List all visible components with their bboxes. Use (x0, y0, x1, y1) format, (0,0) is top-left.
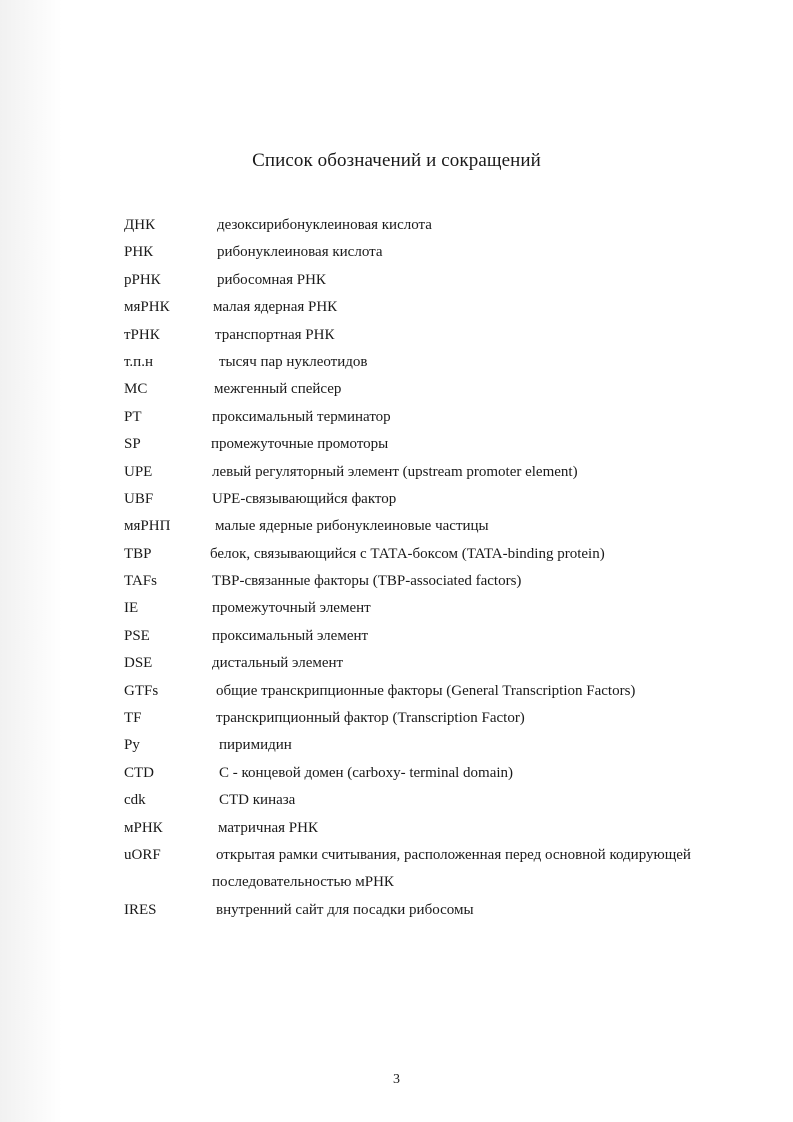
abbreviation-term: РНК (124, 244, 154, 261)
list-item (0, 760, 793, 787)
list-item (0, 650, 793, 677)
abbreviation-definition: рибосомная РНК (217, 271, 326, 288)
list-item (0, 486, 793, 513)
abbreviation-definition: открытая рамки считывания, расположенная перед основной кодирующей последовательностью мРНК (212, 846, 691, 891)
list-item (0, 842, 793, 897)
abbreviation-term: TBP (124, 545, 152, 562)
abbreviation-definition: белок, связывающийся с ТАТА-боксом (TATA-binding protein) (210, 545, 605, 562)
abbreviation-definition: пиримидин (219, 737, 292, 754)
list-item (0, 349, 793, 376)
abbreviation-definition: малая ядерная РНК (213, 299, 338, 316)
list-item (0, 267, 793, 294)
abbreviation-definition: рибонуклеиновая кислота (217, 244, 383, 261)
list-item (0, 513, 793, 540)
abbreviation-definition: CTD киназа (219, 792, 296, 809)
abbreviation-definition: левый регуляторный элемент (upstream promoter element) (212, 463, 578, 480)
abbreviation-definition: тысяч пар нуклеотидов (219, 353, 368, 370)
list-item (0, 595, 793, 622)
abbreviation-term: т.п.н (124, 353, 153, 370)
list-item (0, 376, 793, 403)
abbreviation-definition: промежуточный элемент (212, 600, 371, 617)
abbreviation-definition: транспортная РНК (215, 326, 335, 343)
list-item (0, 732, 793, 759)
abbreviation-term: мяРНК (124, 299, 170, 316)
abbreviation-term: PSE (124, 627, 150, 644)
abbreviation-term: GTFs (124, 682, 159, 699)
abbreviation-term: CTD (124, 764, 154, 781)
abbreviation-term: SP (124, 436, 141, 453)
list-item (0, 431, 793, 458)
abbreviation-definition: внутренний сайт для посадки рибосомы (216, 901, 474, 918)
abbreviation-definition: дистальный элемент (212, 655, 344, 672)
list-item (0, 294, 793, 321)
abbreviation-definition: С - концевой домен (carboxy- terminal domain) (219, 764, 514, 781)
abbreviation-list (0, 212, 793, 924)
list-item (0, 322, 793, 349)
list-item (0, 541, 793, 568)
abbreviation-definition: общие транскрипционные факторы (General Transcription Factors) (216, 682, 636, 699)
list-item (0, 815, 793, 842)
list-item (0, 404, 793, 431)
abbreviation-term: cdk (124, 792, 146, 809)
abbreviation-term: TAFs (124, 573, 157, 590)
abbreviation-definition: межгенный спейсер (214, 381, 342, 398)
page-title: Список обозначений и сокращений (252, 150, 541, 171)
list-item (0, 705, 793, 732)
abbreviation-definition: матричная РНК (218, 819, 318, 836)
abbreviation-term: DSE (124, 655, 153, 672)
abbreviation-term: МС (124, 381, 148, 398)
abbreviation-term: uORF (124, 846, 161, 863)
abbreviation-definition: ТВР-связанные факторы (TBP-associated factors) (212, 573, 522, 590)
list-item (0, 787, 793, 814)
abbreviation-definition: промежуточные промоторы (211, 436, 389, 453)
abbreviation-term: тРНК (124, 326, 160, 343)
abbreviation-definition: проксимальный терминатор (212, 408, 391, 425)
abbreviation-term: рРНК (124, 271, 161, 288)
abbreviation-term: IRES (124, 901, 157, 918)
page-number: 3 (393, 1072, 400, 1087)
abbreviation-definition: UPE-связывающийся фактор (212, 490, 397, 507)
list-item (0, 459, 793, 486)
abbreviation-term: мяРНП (124, 518, 171, 535)
list-item (0, 897, 793, 924)
abbreviation-definition: дезоксирибонуклеиновая кислота (217, 217, 432, 233)
abbreviation-term: UPE (124, 463, 153, 480)
abbreviation-term: TF (124, 710, 142, 727)
abbreviation-definition: проксимальный элемент (212, 627, 369, 644)
list-item (0, 239, 793, 266)
list-item (0, 212, 793, 239)
list-item (0, 623, 793, 650)
abbreviation-term: PT (124, 408, 142, 425)
list-item (0, 568, 793, 595)
abbreviation-definition: транскрипционный фактор (Transcription Factor) (216, 710, 525, 727)
abbreviation-term: UBF (124, 490, 154, 507)
list-item (0, 678, 793, 705)
abbreviation-term: Py (124, 737, 140, 754)
abbreviation-term: мРНК (124, 819, 163, 836)
abbreviation-term: IE (124, 600, 139, 617)
abbreviation-term: ДНК (124, 217, 156, 233)
abbreviation-definition: малые ядерные рибонуклеиновые частицы (215, 518, 489, 535)
